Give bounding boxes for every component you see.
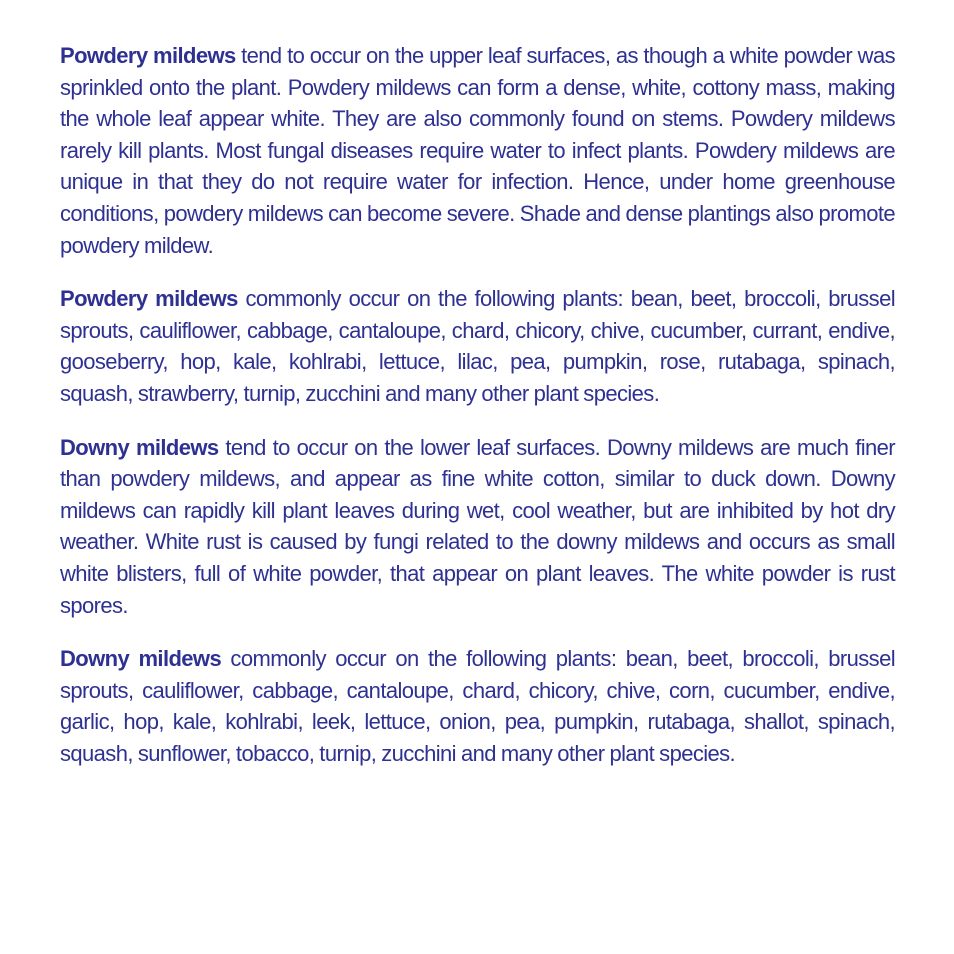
paragraph-body: commonly occur on the following plants: bean, beet, broccoli, brussel sprouts, cauliflower, cabbage, cantaloupe, chard, chicory, chive, corn, cucumber, endive, garlic, hop, kale, kohlrabi, leek, lettuce, onion, pea, pumpkin, rutabaga, shallot, spinach, squash, sunflower, tobacco, turnip, zucchini and many other plant species. xyxy=(60,646,895,766)
paragraph-lead: Powdery mildews xyxy=(60,43,236,68)
paragraph-powdery-hosts xyxy=(60,283,895,409)
paragraph-body: tend to occur on the lower leaf surfaces. Downy mildews are much finer than powdery mildews, and appear as fine white cotton, similar to duck down. Downy mildews can rapidly kill plant leaves during wet, cool weather, but are inhibited by hot dry weather. White rust is caused by fungi related to the downy mildews and occurs as small white blisters, full of white powder, that appear on plant leaves. The white powder is rust spores. xyxy=(60,434,896,618)
paragraph-downy-description xyxy=(60,432,895,622)
paragraph-lead: Downy mildews xyxy=(60,646,222,672)
paragraph-body: tend to occur on the upper leaf surfaces, as though a white powder was sprinkled onto the plant. Powdery mildews can form a dense, white, cottony mass, making the whole leaf appear white. They are also commonly found on stems. Powdery mildews rarely kill plants. Most fungal diseases require water to infect plants. Powdery mildews are unique in that they do not require water for infection. Hence, under home greenhouse conditions, powdery mildews can become severe. Shade and dense plantings also promote powdery mildew. xyxy=(60,43,895,258)
paragraph-powdery-description xyxy=(60,40,895,261)
paragraph-body: commonly occur on the following plants: bean, beet, broccoli, brussel sprouts, cauliflower, cabbage, cantaloupe, chard, chicory, chive, cucumber, currant, endive, gooseberry, hop, kale, kohlrabi, lettuce, lilac, pea, pumpkin, rose, rutabaga, spinach, squash, strawberry, turnip, zucchini and many other plant species. xyxy=(60,286,895,406)
paragraph-lead: Downy mildews xyxy=(60,434,219,460)
paragraph-lead: Powdery mildews xyxy=(60,286,238,312)
document-page xyxy=(60,40,895,791)
paragraph-downy-hosts xyxy=(60,643,895,769)
